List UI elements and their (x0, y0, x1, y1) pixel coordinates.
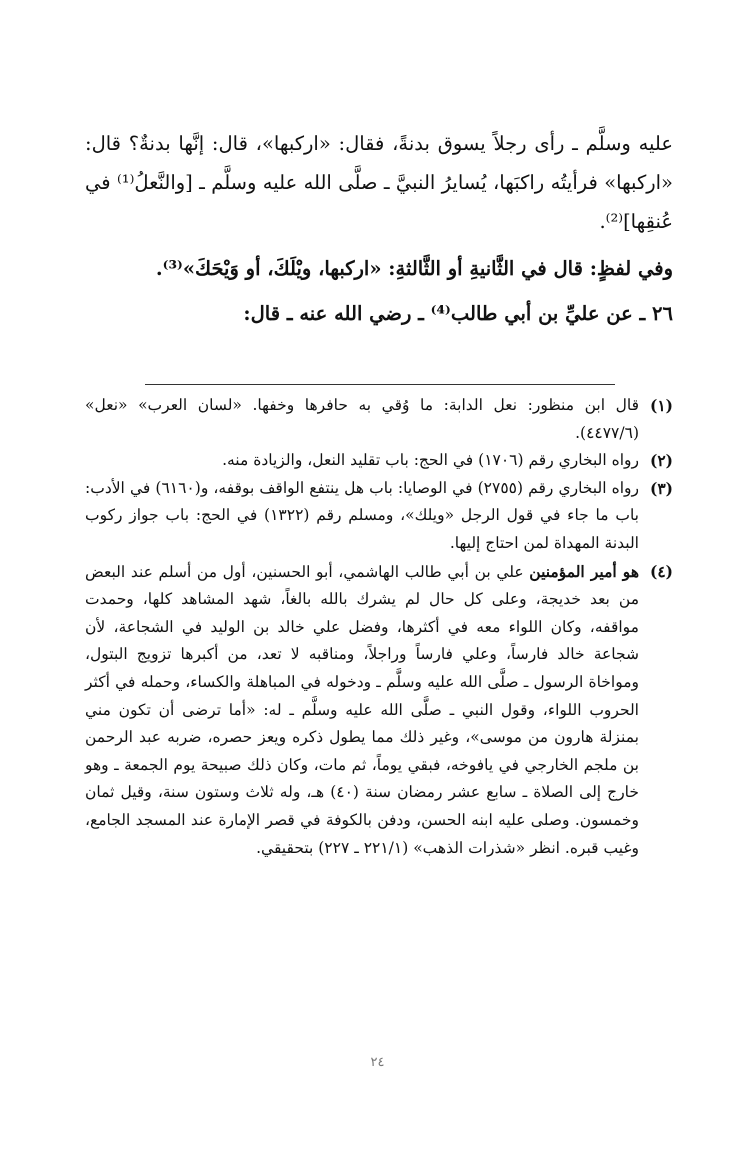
footnote-text: علي بن أبي طالب الهاشمي، أبو الحسنين، أول من أسلم عند البعض من بعد خديجة، وعلى كل حال لم يشرك بالله بالغاً، شهد المشاهد كلها، وحمدت مواقفه، وكان اللواء معه في أكثرها، وفضل علي خالد بن الوليد في الشجاعة، لأن شجاعة خالد فارساً، وعلي فارساً وراجلاً، ومناقبه لا تعد، من أكبرها تزويج البتول، ومواخاة الرسول ـ صلَّى الله عليه وسلَّم ـ ودخوله في المباهلة والكساء، وحمله في أكثر الحروب اللواء، وقول النبي ـ صلَّى الله عليه وسلَّم ـ له: «أما ترضى أن تكون مني بمنزلة هارون من موسى»، وغير ذلك مما يطول ذكره ويعز حصره، ضربه عبد الرحمن بن ملجم الخارجي في يافوخه، فبقي يوماً، ثم مات، وكان ذلك صبيحة يوم الجمعة ـ وهو خارج إلى الصلاة ـ سابع عشر رمضان سنة (٤٠) هـ، وله ثلاث وستون سنة، وقيل ثمان وخمسون. وصلى عليه ابنه الحسن، ودفن بالكوفة في قصر الإمارة عند المسجد الجامع، وغيب قبره. انظر «شذرات الذهب» (٢٢١/١ ـ ٢٢٧) بتحقيقي. (85, 562, 639, 857)
footnote-text: رواه البخاري رقم (١٧٠٦) في الحج: باب تقليد النعل، والزيادة منه. (222, 451, 639, 470)
footnote-body (85, 558, 639, 863)
hadith-26-heading: ٢٦ ـ عن عليِّ بن أبي طالب⁽⁴⁾ ـ رضي الله عنه ـ قال: (243, 302, 673, 325)
footnote-3 (85, 475, 673, 558)
footnote-number: (٤) (649, 561, 673, 581)
footnote-lead: هو أمير المؤمنين (529, 561, 639, 581)
footnote-4 (85, 558, 673, 863)
footnotes (85, 392, 673, 862)
footnote-number: (٣) (649, 478, 673, 498)
footnote-number: (١) (649, 396, 673, 415)
page-number: ٢٤ (370, 1055, 385, 1070)
main-text (85, 124, 673, 333)
footnote-1 (85, 392, 673, 447)
footnote-text: رواه البخاري رقم (٢٧٥٥) في الوصايا: باب هل ينتفع الواقف بوقفه، و(٦١٦٠) في الأدب: باب ما جاء في قول الرجل «ويلك»، ومسلم رقم (١٣٢٢) في الحج: باب جواز ركوب البدنة المهداة لمن احتاج إليها. (85, 478, 640, 552)
variant-wording-paragraph: وفي لفظٍ: قال في الثَّانيةِ أو الثَّالثةِ: «اركبها، ويْلَكَ، أو وَيْحَكَ»⁽³⁾. (155, 257, 673, 280)
footnote-2 (85, 447, 673, 475)
hadith-continuation-paragraph: عليه وسلَّم ـ رأى رجلاً يسوق بدنةً، فقال: «اركبها»، قال: إنَّها بدنةٌ؟ قال: «اركبها» فرأيتُه راكبَها، يُسايرُ النبيَّ ـ صلَّى الله عليه وسلَّم ـ [والنَّعلُ⁽¹⁾ في عُنقِها]⁽²⁾. (85, 132, 673, 233)
footnote-text: قال ابن منظور: نعل الدابة: ما وُقي به حافرها وخفها. «لسان العرب» «نعل» (٤٤٧٧/٦). (85, 396, 639, 442)
footnote-separator (145, 384, 615, 385)
footnote-number: (٢) (649, 451, 673, 471)
